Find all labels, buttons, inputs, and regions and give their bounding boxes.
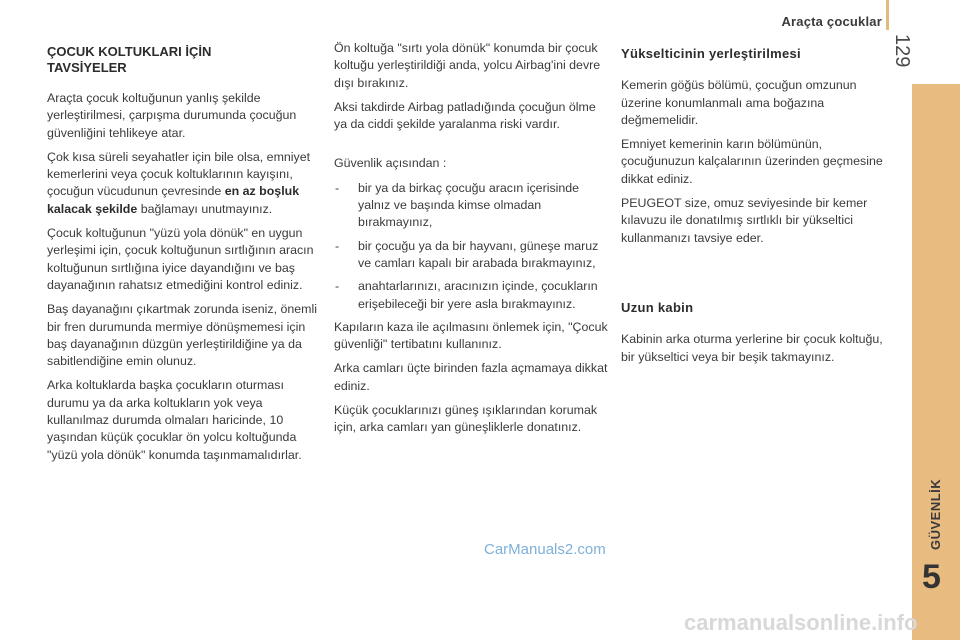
column-left: [47, 40, 319, 471]
safety-list: [334, 180, 609, 313]
paragraph: [47, 149, 319, 218]
paragraph: Araçta çocuk koltuğunun yanlış şekilde yerleştirilmesi, çarpışma durumunda çocuğun güvenliğini tehlikeye atar.: [47, 91, 297, 140]
paragraph: Küçük çocuklarınızı güneş ışıklarından korumak için, arka camları yan güneşliklerle donatınız.: [334, 403, 598, 435]
list-item: - bir ya da birkaç çocuğu aracın içerisinde yalnız ve başında kimse olmadan bırakmayınız,: [334, 180, 609, 232]
column-right: [621, 40, 891, 373]
section-heading: [47, 44, 319, 76]
page-number: 129: [891, 34, 913, 68]
watermark: CarManuals2.com: [484, 541, 606, 558]
paragraph: Kabinin arka oturma yerlerine bir çocuk koltuğu, bir yükseltici veya bir beşik takmayınız.: [621, 332, 883, 364]
paragraph: Arka camları üçte birinden fazla açmamaya dikkat ediniz.: [334, 361, 608, 393]
paragraph-text: bağlamayı unutmayınız.: [140, 201, 273, 216]
section-side-band: [912, 84, 960, 640]
paragraph: Emniyet kemerinin karın bölümünün, çocuğunuzun kalçalarının üzerinden geçmesine dikkat ediniz.: [621, 137, 883, 186]
heading-line-2: TAVSİYELER: [47, 60, 127, 75]
header-divider: [886, 0, 889, 30]
paragraph: Güvenlik açısından :: [334, 156, 447, 171]
paragraph: Ön koltuğa "sırtı yola dönük" konumda bir çocuk koltuğu yerleştirildiği anda, yolcu Airbag'ini devre dışı bırakınız.: [334, 41, 601, 90]
section-label: GÜVENLİK: [928, 478, 943, 550]
chapter-number: 5: [922, 558, 941, 596]
paragraph-text: Çok kısa süreli seyahatler için bile olsa, emniyet kemerlerini veya çocuk koltuklarının kayışını, çocuğun vücudunun çevresinde: [47, 149, 311, 199]
subheading-long-cab: Uzun kabin: [621, 299, 694, 315]
emphasis-text: en az boşluk kalacak şekilde: [47, 184, 300, 216]
paragraph: Aksi takdirde Airbag patladığında çocuğun ölme ya da ciddi şekilde yaralanma riski vardır.: [334, 99, 596, 132]
paragraph: Baş dayanağını çıkartmak zorunda iseniz, önemli bir fren durumunda mermiye dönüşmemesi için baş dayanağının düzgün yerleştirildiğine ya da sabitlendiğine emin olunuz.: [47, 302, 317, 369]
subheading-booster: Yükselticinin yerleştirilmesi: [621, 46, 801, 61]
watermark: carmanualsonline.info: [684, 610, 918, 635]
paragraph: Çocuk koltuğunun "yüzü yola dönük" en uygun yerleşimi için, çocuk koltuğunun sırtlığının aracın koltuğunun sırtlığına iyice dayandığını ve baş dayanağının rahatsız etmediğini kontrol ediniz.: [47, 226, 314, 292]
list-item: - anahtarlarınızı, aracınızın içinde, çocukların erişebileceği bir yere asla bırakmayınız.: [334, 278, 609, 313]
heading-line-1: ÇOCUK KOLTUKLARI İÇİN: [47, 44, 212, 59]
column-middle: [334, 40, 609, 444]
paragraph: Kemerin göğüs bölümü, çocuğun omzunun üzerine konumlanmalı ama boğazına değmemelidir.: [621, 78, 857, 127]
paragraph: Kapıların kaza ile açılmasını önlemek için, "Çocuk güvenliği" tertibatını kullanınız.: [334, 319, 608, 352]
list-item: - bir çocuğu ya da bir hayvanı, güneşe maruz ve camları kapalı bir arabada bırakmayınız,: [334, 238, 609, 273]
paragraph: PEUGEOT size, omuz seviyesinde bir kemer kılavuzu ile donatılmış sırtlıklı bir yükseltici kullanmanızı tavsiye eder.: [621, 196, 868, 245]
header-title: Araçta çocuklar: [781, 14, 882, 29]
paragraph: Arka koltuklarda başka çocukların oturması durumu ya da arka koltukların yok veya kullanılmaz durumda olmaları haricinde, 10 yaşından küçük çocuklar ön yolcu koltuğunda "yüzü yola dönük" konumda taşınmamalıdırlar.: [47, 378, 302, 462]
